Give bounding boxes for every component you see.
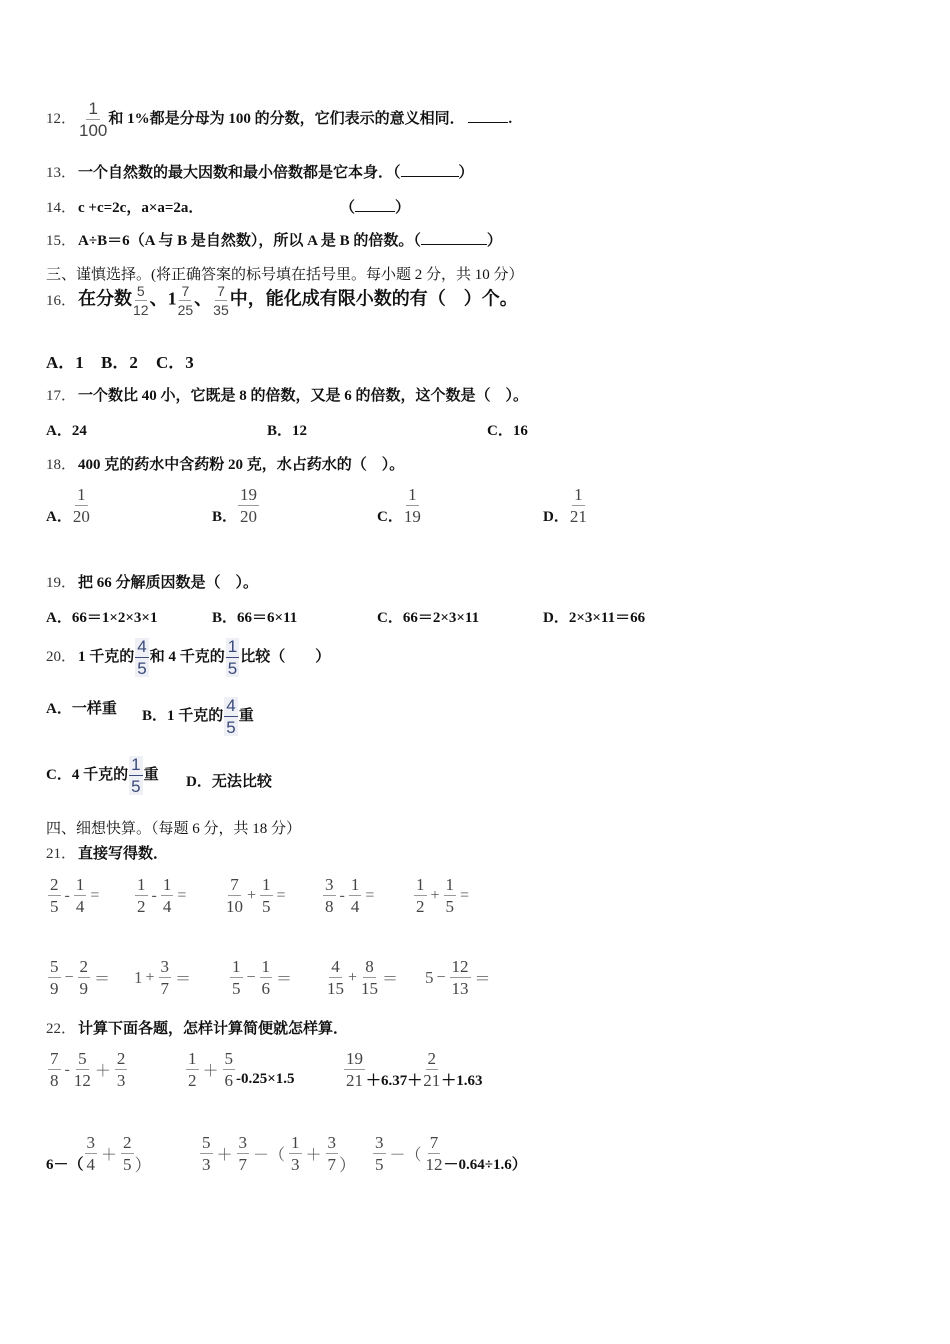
fraction: $\frac{1}{2}$ xyxy=(188,1049,197,1090)
fraction: $\frac{19}{21}$ xyxy=(346,1049,363,1090)
option-a[interactable]: A．1 xyxy=(46,353,84,372)
question-text: 400 克的药水中含药粉 20 克，水占药水的（ ）。 xyxy=(78,457,405,473)
mental-calc-item: $\frac{1}{5}$ − $\frac{1}{6}$ ＝ xyxy=(232,957,293,998)
fraction: $\frac{1}{21}$ xyxy=(569,485,587,526)
fraction: $\frac{5}{6}$ xyxy=(224,1049,234,1090)
mental-calc-item: $\frac{3}{8}$ - $\frac{1}{4}$ = xyxy=(325,875,375,916)
fraction: $\frac{4}{15}$ xyxy=(327,957,344,998)
question-15: 15． A÷B＝6（A 与 B 是自然数），所以 A 是 B 的倍数。（ ） xyxy=(46,233,502,249)
fraction: $\frac{1}{6}$ xyxy=(261,957,271,998)
answer-blank[interactable] xyxy=(355,199,395,212)
fraction: $\frac{3}{4}$ xyxy=(86,1133,96,1174)
fraction: $\frac{2}{5}$ xyxy=(50,875,59,916)
fraction: $\frac{1}{2}$ xyxy=(137,875,146,916)
fraction: $\frac{7}{10}$ xyxy=(226,875,243,916)
question-21: 21． 直接写得数． xyxy=(46,846,169,862)
option-c[interactable]: C． $\frac{1}{19}$ xyxy=(377,485,421,526)
fraction: $\frac{1}{5}$ xyxy=(227,637,238,678)
mental-calc-item: $\frac{5}{9}$ − $\frac{2}{9}$ ＝ xyxy=(50,957,111,998)
fraction: $\frac{1}{19}$ xyxy=(403,485,421,526)
question-text: 一个数比 40 小，它既是 8 的倍数，又是 6 的倍数，这个数是（ ）。 xyxy=(78,388,529,404)
question-12: 12． $\frac{1}{100}$ 和 1%都是分母为 100 的分数，它们表示的意义相同． . xyxy=(46,99,513,140)
question-text: 直接写得数． xyxy=(78,846,169,862)
option-d[interactable]: D．无法比较 xyxy=(186,774,272,790)
fraction: $\frac{7}{8}$ xyxy=(50,1049,59,1090)
option-a[interactable]: A．24 xyxy=(46,423,87,439)
mental-calc-item: $\frac{7}{10}$ + $\frac{1}{5}$ = xyxy=(226,875,286,916)
fraction: $\frac{3}{8}$ xyxy=(325,875,334,916)
fraction: $\frac{3}{7}$ xyxy=(160,957,170,998)
answer-blank[interactable] xyxy=(401,164,459,177)
question-22: 22． 计算下面各题，怎样计算简便就怎样算． xyxy=(46,1021,349,1037)
fraction: $\frac{5}{12}$ xyxy=(73,1049,91,1090)
question-17: 17． 一个数比 40 小，它既是 8 的倍数，又是 6 的倍数，这个数是（ ）。 xyxy=(46,388,529,404)
mental-calc-item: 5 − $\frac{12}{13}$ ＝ xyxy=(425,957,491,998)
option-c[interactable]: C．16 xyxy=(487,423,528,439)
fraction: $\frac{3}{7}$ xyxy=(238,1133,248,1174)
question-text: 和 1%都是分母为 100 的分数，它们表示的意义相同． xyxy=(108,110,465,127)
question-16: 16． 在分数 $\frac{5}{12}$ 、1 $\frac{7}{25}$ 、 $\frac{7}{35}$ 中，能化成有限小数的有（ ）个。 xyxy=(46,283,518,318)
option-b[interactable]: B．2 xyxy=(101,353,138,372)
option-b[interactable]: B． $\frac{19}{20}$ xyxy=(212,485,258,526)
mental-calc-item: $\frac{4}{15}$ + $\frac{8}{15}$ ＝ xyxy=(327,957,399,998)
fraction: $\frac{12}{13}$ xyxy=(451,957,469,998)
fraction: $\frac{1}{4}$ xyxy=(162,875,172,916)
fraction: $\frac{19}{20}$ xyxy=(240,485,258,526)
section-4-title: 四、细想快算。（每题 6 分，共 18 分） xyxy=(46,821,302,837)
option-b[interactable]: B．12 xyxy=(267,423,308,439)
option-c[interactable]: C．4 千克的 $\frac{1}{5}$ 重 xyxy=(46,755,159,796)
answer-blank[interactable] xyxy=(421,232,487,245)
answer-blank[interactable] xyxy=(468,110,508,123)
option-a[interactable]: A．一样重 xyxy=(46,701,117,717)
calc-expression-6: $\frac{3}{5}$ －（ $\frac{7}{12}$ －0.64÷1.6） xyxy=(375,1133,527,1174)
fraction: $\frac{1}{4}$ xyxy=(75,875,85,916)
fraction: $\frac{1}{5}$ xyxy=(232,957,241,998)
fraction: $\frac{1}{4}$ xyxy=(350,875,360,916)
mental-calc-item: 1 + $\frac{3}{7}$ ＝ xyxy=(134,957,192,998)
question-14: 14． c +c=2c，a×a=2a． xyxy=(46,200,204,216)
calc-expression-3: $\frac{19}{21}$ ＋6.37＋ $\frac{2}{21}$ ＋1.63 xyxy=(346,1049,483,1090)
option-c[interactable]: C．3 xyxy=(156,353,194,372)
fraction: $\frac{3}{5}$ xyxy=(375,1133,384,1174)
question-number: 12． xyxy=(46,110,77,127)
mental-calc-item: $\frac{1}{2}$ + $\frac{1}{5}$ = xyxy=(416,875,470,916)
fraction: $\frac{1}{5}$ xyxy=(262,875,271,916)
fraction: $\frac{2}{5}$ xyxy=(123,1133,132,1174)
fraction: $\frac{1}{5}$ xyxy=(131,755,141,796)
option-d[interactable]: D．2×3×11＝66 xyxy=(543,610,646,626)
fraction: $\frac{5}{9}$ xyxy=(50,957,59,998)
question-text: 把 66 分解质因数是（ ）。 xyxy=(78,575,259,591)
mental-calc-item: $\frac{1}{2}$ - $\frac{1}{4}$ = xyxy=(137,875,187,916)
option-a[interactable]: A． $\frac{1}{20}$ xyxy=(46,485,90,526)
question-19: 19． 把 66 分解质因数是（ ）。 xyxy=(46,575,259,591)
option-d[interactable]: D． $\frac{1}{21}$ xyxy=(543,485,587,526)
fraction: $\frac{2}{9}$ xyxy=(79,957,89,998)
question-text: A÷B＝6（A 与 B 是自然数），所以 A 是 B 的倍数。（ xyxy=(78,233,421,249)
calc-expression-5: $\frac{5}{3}$ ＋ $\frac{3}{7}$ －（ $\frac{1}{3}$ ＋ $\frac{3}{7}$ ） xyxy=(202,1133,357,1175)
fraction: $\frac{1}{3}$ xyxy=(291,1133,300,1174)
fraction: $\frac{1}{2}$ xyxy=(416,875,425,916)
question-18: 18． 400 克的药水中含药粉 20 克，水占药水的（ ）。 xyxy=(46,457,405,473)
fraction: $\frac{8}{15}$ xyxy=(361,957,379,998)
fraction: $\frac{5}{3}$ xyxy=(202,1133,211,1174)
question-20: 20． 1 千克的 $\frac{4}{5}$ 和 4 千克的 $\frac{1}{5}$ 比较（ ） xyxy=(46,637,331,678)
fraction: $\frac{7}{35}$ xyxy=(213,283,229,318)
option-c[interactable]: C．66＝2×3×11 xyxy=(377,610,480,626)
calc-expression-1: $\frac{7}{8}$ - $\frac{5}{12}$ ＋ $\frac{2}{3}$ xyxy=(50,1049,126,1090)
fraction: $\frac{7}{25}$ xyxy=(177,283,194,318)
fraction: $\frac{2}{3}$ xyxy=(116,1049,126,1090)
fraction: $\frac{3}{7}$ xyxy=(327,1133,337,1174)
section-3-title: 三、谨慎选择。(将正确答案的标号填在括号里。每小题 2 分，共 10 分） xyxy=(46,267,524,283)
fraction: $\frac{4}{5}$ xyxy=(137,637,147,678)
fraction: $\frac{1}{5}$ xyxy=(445,875,455,916)
fraction: $\frac{1}{20}$ xyxy=(72,485,90,526)
option-a[interactable]: A．66＝1×2×3×1 xyxy=(46,610,158,626)
question-text: c +c=2c，a×a=2a． xyxy=(78,200,204,216)
calc-expression-2: $\frac{1}{2}$ ＋ $\frac{5}{6}$ -0.25×1.5 xyxy=(188,1049,295,1090)
mental-calc-item: $\frac{2}{5}$ - $\frac{1}{4}$ = xyxy=(50,875,100,916)
question-14-answer: （ ） xyxy=(340,200,411,216)
fraction: $\frac{1}{100}$ xyxy=(79,99,108,140)
fraction: $\frac{2}{21}$ xyxy=(423,1049,441,1090)
question-13: 13． 一个自然数的最大因数和最小倍数都是它本身．（ ） xyxy=(46,165,474,181)
fraction: $\frac{5}{12}$ xyxy=(133,283,149,318)
calc-expression-4: 6－（ $\frac{3}{4}$ ＋ $\frac{2}{5}$ ） xyxy=(46,1133,152,1175)
question-text: 计算下面各题，怎样计算简便就怎样算． xyxy=(78,1021,349,1037)
option-b[interactable]: B．1 千克的 $\frac{4}{5}$ 重 xyxy=(142,696,254,737)
option-b[interactable]: B．66＝6×11 xyxy=(212,610,298,626)
question-text: 一个自然数的最大因数和最小倍数都是它本身．（ xyxy=(78,165,401,181)
fraction: $\frac{4}{5}$ xyxy=(226,696,236,737)
fraction: $\frac{7}{12}$ xyxy=(425,1133,443,1174)
